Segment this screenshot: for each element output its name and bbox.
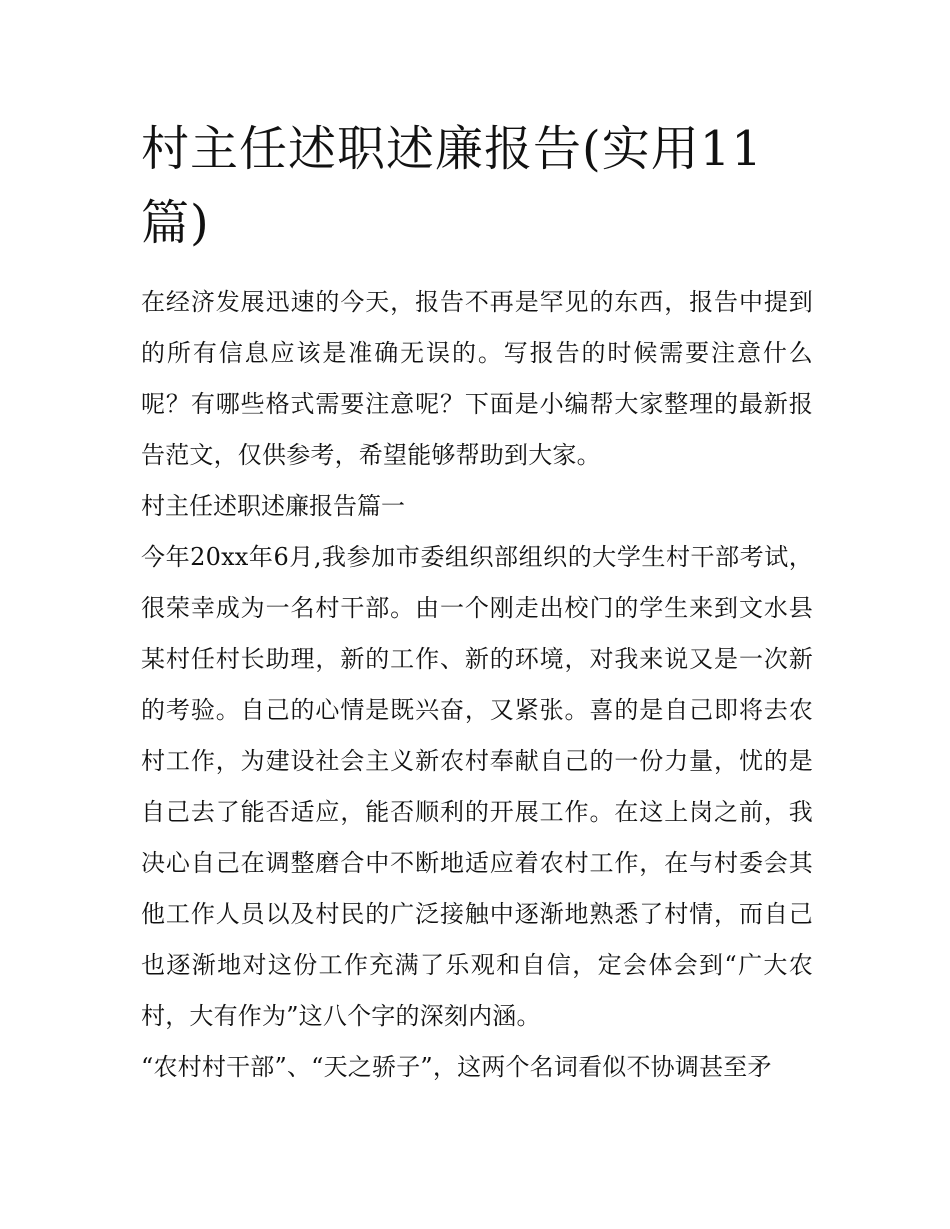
intro-paragraph: 在经济发展迅速的今天，报告不再是罕见的东西，报告中提到的所有信息应该是准确无误的。写报告的时候需要注意什么呢？有哪些格式需要注意呢？下面是小编帮大家整理的最新报告范文，仅供参考，希望能够帮助到大家。 xyxy=(141,288,813,469)
document-title: 村主任述职述廉报告(实用11篇) xyxy=(141,121,763,251)
section-heading: 村主任述职述廉报告篇一 xyxy=(141,492,405,520)
body-paragraph: “农村村干部”、“天之骄子”，这两个名词看似不协调甚至矛 xyxy=(141,1053,772,1081)
document-content xyxy=(141,112,813,1093)
body-paragraph: 今年20xx年6月,我参加市委组织部组织的大学生村干部考试，很荣幸成为一名村干部。由一个刚走出校门的学生来到文水县某村任村长助理，新的工作、新的环境，对我来说又是一次新的考验。自己的心情是既兴奋，又紧张。喜的是自己即将去农村工作，为建设社会主义新农村奉献自己的一份力量，忧的是自己去了能否适应，能否顺利的开展工作。在这上岗之前，我决心自己在调整磨合中不断地适应着农村工作，在与村委会其他工作人员以及村民的广泛接触中逐渐地熟悉了村情，而自己也逐渐地对这份工作充满了乐观和自信，定会体会到“广大农村，大有作为”这八个字的深刻内涵。 xyxy=(141,543,813,1030)
